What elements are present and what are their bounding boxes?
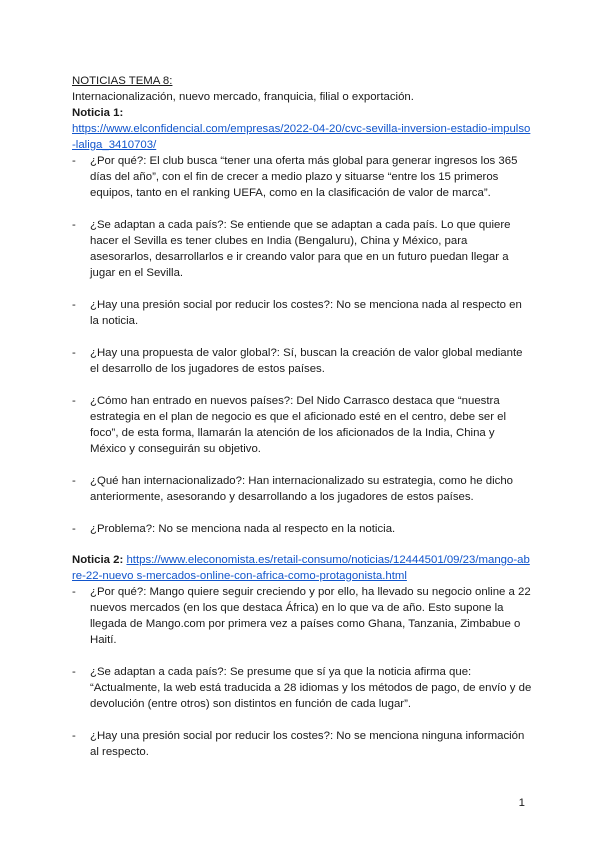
news-2-label: Noticia 2:	[72, 554, 124, 566]
list-item: - ¿Se adaptan a cada país?: Se entiende que se adaptan a cada país. Lo que quiere hacer el Sevilla es tener clubes en India (Bengaluru), China y México, para asesorarlos, desarrollarlos e ir creando valor para que en un futuro puedan llegar a jugar en el Sevilla.	[72, 217, 532, 281]
list-item: - ¿Qué han internacionalizado?: Han internacionalizado su estrategia, como he dicho anteriormente, asesorando y desarrollando a los jugadores de estos países.	[72, 473, 532, 505]
list-item: - ¿Hay una presión social por reducir los costes?: No se menciona ninguna información al respecto.	[72, 728, 532, 760]
list-item: - ¿Hay una propuesta de valor global?: Sí, buscan la creación de valor global mediante el desarrollo de los jugadores de estos países.	[72, 345, 532, 377]
list-item: - ¿Problema?: No se menciona nada al respecto en la noticia.	[72, 521, 532, 537]
list-item: - ¿Por qué?: El club busca “tener una oferta más global para generar ingresos los 365 días del año”, con el fin de crecer a medio plazo y situarse “entre los 15 primeros equipos, tanto en el ranking UEFA, como en la clasificación de valor de marca”.	[72, 153, 532, 201]
list-item: - ¿Cómo han entrado en nuevos países?: Del Nido Carrasco destaca que “nuestra estrategia en el plan de negocio es que el aficionado esté en el centro, debe ser el foco”, de esta forma, llamarán la atención de los aficionados de la India, China y México y conseguirán su objetivo.	[72, 393, 532, 457]
news-2-list	[72, 584, 532, 760]
news-1-label: Noticia 1:	[72, 107, 124, 119]
list-item: - ¿Se adaptan a cada país?: Se presume que sí ya que la noticia afirma que: “Actualmente, la web está traducida a 28 idiomas y los métodos de pago, de envío y de devolución (entre otros) son distintos en función de cada lugar”.	[72, 664, 532, 712]
news-1-list	[72, 153, 532, 537]
list-item: - ¿Por qué?: Mango quiere seguir creciendo y por ello, ha llevado su negocio online a 22 nuevos mercados (en los que destaca África) en lo que va de año. Esto supone la llegada de Mango.com por primera vez a países como Ghana, Tanzania, Zimbabue o Haití.	[72, 584, 532, 648]
document-page	[72, 73, 532, 776]
news-2-link[interactable]: https://www.eleconomista.es/retail-consumo/noticias/12444501/09/23/mango-abre-22-nuevo s-mercados-online-con-africa-como-protagonista.html	[72, 554, 530, 582]
news-1-link[interactable]: https://www.elconfidencial.com/empresas/2022-04-20/cvc-sevilla-inversion-estadio-impulso-laliga_3410703/	[72, 123, 531, 151]
list-item: - ¿Hay una presión social por reducir los costes?: No se menciona nada al respecto en la noticia.	[72, 297, 532, 329]
news-1-section	[72, 105, 532, 537]
page-number: 1	[518, 797, 525, 809]
news-2-section	[72, 552, 532, 760]
document-subtitle: Internacionalización, nuevo mercado, franquicia, filial o exportación.	[72, 91, 414, 103]
document-title: NOTICIAS TEMA 8:	[72, 75, 173, 87]
